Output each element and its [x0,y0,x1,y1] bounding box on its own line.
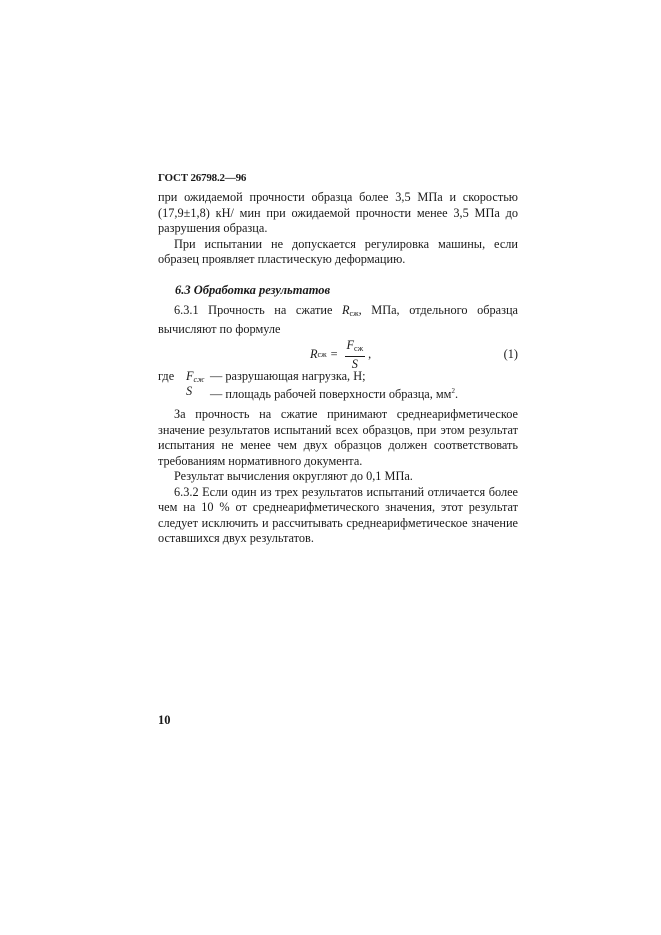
legend-row-force: где $F_{сж}$ — разрушающая нагрузка, Н; [158,369,366,384]
equation-number: (1) [503,347,518,361]
paragraph-machine-adjustment: При испытании не допускается регулировка машины, если образец проявляет пластическую деформацию. [158,236,518,266]
page-number: 10 [158,713,171,727]
formula-fraction: $\frac{F_{сж}}{S}$ [346,338,364,371]
formula-expression: R сж = $\frac{F_{сж}}{S}$ , [310,338,372,371]
document-header: ГОСТ 26798.2—96 [158,172,247,184]
text-block-top [158,190,518,268]
legend-row-area: S — площадь рабочей поверхности образца, $мм^2$. [186,383,459,401]
paragraph-rounding: Результат вычисления округляют до 0,1 МПа. [174,469,413,483]
formula-1 [158,338,518,372]
section-title: 6.3 Обработка результатов [175,283,331,297]
paragraph-632: 6.3.2 Если один из трех результатов испытаний отличается более чем на 10 % от среднеарифметического значения, этот результат следует исключить и рассчитывать среднеарифметическое значение оставшихся двух результатов. [158,484,518,545]
paragraph-loading-rate: при ожидаемой прочности образца более 3,5 МПа и скоростью (17,9±1,8) кН/ мин при ожидаемой прочности менее 3,5 МПа до разрушения образца. [158,190,518,235]
paragraph-631: 6.3.1 Прочность на сжатие $R_{сж}$, МПа, отдельного образца вычисляют по формуле [158,303,518,336]
formula-legend [158,369,518,401]
text-block-bottom [158,407,518,547]
paragraph-mean-value: За прочность на сжатие принимают среднеарифметическое значение результатов испытаний всех образцов, при этом результат испытания не менее чем двух образцов должен соответствовать требованиям нормативного документа. [158,407,518,468]
